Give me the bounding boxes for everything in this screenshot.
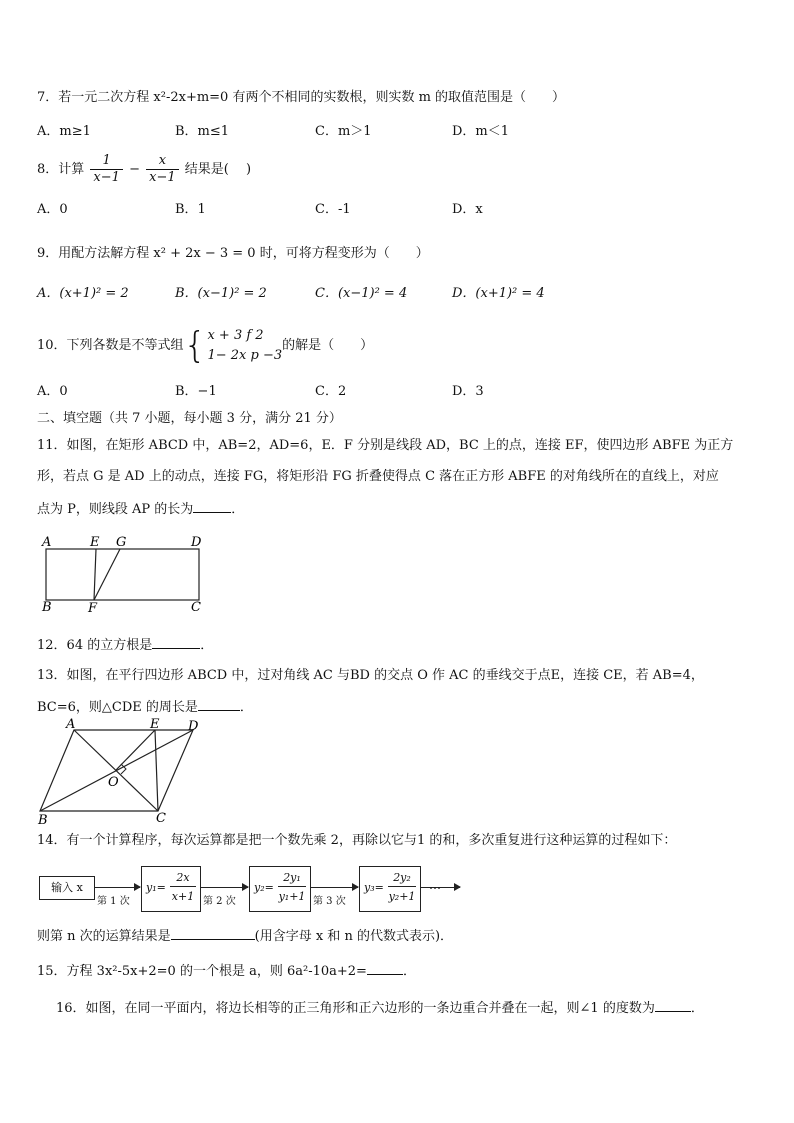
question-12: 12．64 的立方根是 ． bbox=[37, 635, 213, 655]
step-3-label: 第 3 次 bbox=[313, 896, 346, 907]
question-10-options bbox=[37, 382, 757, 402]
label-d: D bbox=[188, 719, 199, 734]
question-16: 16．如图，在同一平面内，将边长相等的正三角形和正六边形的一条边重合并叠在一起，则∠1 的度数为 ． bbox=[56, 998, 704, 1018]
inequality-system bbox=[207, 326, 282, 366]
fraction-1-denominator: x−1 bbox=[93, 170, 120, 185]
label-e: E bbox=[90, 535, 100, 550]
label-o: O bbox=[108, 775, 119, 790]
option-d: D．(x+1)² = 4 bbox=[452, 286, 545, 301]
arrow-2 bbox=[200, 887, 248, 888]
answer-blank bbox=[367, 961, 403, 975]
option-c: C．2 bbox=[315, 384, 347, 399]
minus-sign: − bbox=[129, 162, 140, 177]
fraction-2-numerator: x bbox=[146, 153, 179, 170]
option-a: A．(x+1)² = 2 bbox=[37, 286, 129, 301]
option-d: D．x bbox=[452, 202, 483, 217]
segment-fg bbox=[94, 549, 120, 600]
answer-blank bbox=[655, 998, 691, 1012]
question-11-line-1: 11．如图，在矩形 ABCD 中，AB=2，AD=6，E．F 分别是线段 AD，BC 上的点，连接 EF，使四边形 ABFE 为正方 bbox=[37, 438, 734, 453]
fraction-1 bbox=[90, 153, 123, 186]
input-box: 输入 x bbox=[39, 876, 95, 900]
question-8-prefix: 8．计算 bbox=[37, 162, 85, 177]
answer-blank bbox=[198, 697, 240, 711]
option-b: B．m≤1 bbox=[175, 124, 230, 139]
option-a: A．0 bbox=[37, 384, 68, 399]
segment-oe bbox=[116, 730, 155, 770]
diagonal-bd bbox=[40, 730, 193, 811]
label-a: A bbox=[66, 718, 76, 732]
question-14-answer: 则第 n 次的运算结果是 (用含字母 x 和 n 的代数式表示)． bbox=[37, 926, 453, 946]
y3-box: y₃= 2y₂ y₂+1 bbox=[359, 866, 421, 912]
y1-box: y₁= 2x x+1 bbox=[141, 866, 201, 912]
question-13-line-1: 13．如图，在平行四边形 ABCD 中，过对角线 AC 与BD 的交点 O 作 AC 的垂线交于点E，连接 CE，若 AB=4， bbox=[37, 668, 704, 683]
option-a: A．0 bbox=[37, 202, 68, 217]
question-11-line-2: 形，若点 G 是 AD 上的动点，连接 FG，将矩形沿 FG 折叠使得点 C 落在正方形 ABFE 的对角线所在的直线上，对应 bbox=[37, 469, 719, 484]
option-a: A．m≥1 bbox=[37, 124, 91, 139]
option-c: C．m＞1 bbox=[315, 124, 372, 139]
question-11-line-3: 点为 P，则线段 AP 的长为 ． bbox=[37, 499, 244, 519]
label-b: B bbox=[42, 600, 52, 615]
brace-symbol: { bbox=[183, 324, 207, 366]
question-7-options bbox=[37, 122, 757, 142]
label-f: F bbox=[88, 601, 98, 616]
ellipsis: … bbox=[429, 878, 441, 892]
question-14-text: 14．有一个计算程序，每次运算都是把一个数先乘 2，再除以它与1 的和，多次重复进行这种运算的过程如下： bbox=[37, 833, 677, 848]
label-g: G bbox=[116, 535, 127, 550]
rectangle-figure bbox=[36, 534, 216, 618]
question-9-text: 9．用配方法解方程 x² + 2x − 3 = 0 时，可将方程变形为（ ） bbox=[37, 246, 429, 261]
answer-blank bbox=[193, 499, 231, 513]
label-c: C bbox=[191, 600, 201, 615]
option-b: B．(x−1)² = 2 bbox=[175, 286, 267, 301]
option-b: B．−1 bbox=[175, 384, 217, 399]
option-c: C．-1 bbox=[315, 202, 351, 217]
question-7-text: 7．若一元二次方程 x²-2x+m=0 有两个不相同的实数根，则实数 m 的取值范围是（ ） bbox=[37, 90, 566, 105]
segment-ef bbox=[94, 549, 96, 600]
option-d: D．m＜1 bbox=[452, 124, 510, 139]
question-15: 15．方程 3x²-5x+2=0 的一个根是 a，则 6a²-10a+2= ． bbox=[37, 961, 416, 981]
label-a: A bbox=[42, 535, 52, 550]
question-9-options bbox=[37, 284, 757, 304]
fraction-2-denominator: x−1 bbox=[149, 170, 176, 185]
inequality-row-1: x + 3 f 2 bbox=[207, 327, 264, 343]
y2-box: y₂= 2y₁ y₁+1 bbox=[249, 866, 311, 912]
question-8 bbox=[37, 150, 251, 190]
option-b: B．1 bbox=[175, 202, 206, 217]
question-10-suffix: 的解是（ ） bbox=[282, 338, 374, 353]
option-c: C．(x−1)² = 4 bbox=[315, 286, 408, 301]
question-10-prefix: 10．下列各数是不等式组 bbox=[37, 338, 184, 353]
question-8-options bbox=[37, 200, 757, 220]
fraction-2 bbox=[146, 153, 179, 186]
rectangle-abcd bbox=[46, 549, 199, 600]
arrow-3 bbox=[310, 887, 358, 888]
step-1-label: 第 1 次 bbox=[97, 896, 130, 907]
question-10 bbox=[37, 322, 373, 370]
label-c: C bbox=[156, 811, 166, 826]
section-heading: 二、填空题（共 7 小题，每小题 3 分，满分 21 分） bbox=[37, 411, 342, 426]
answer-blank bbox=[171, 926, 255, 940]
inequality-row-2: 1− 2x p −3 bbox=[207, 347, 283, 363]
segment-ce bbox=[155, 730, 158, 811]
arrow-1 bbox=[94, 887, 140, 888]
question-8-suffix: 结果是( ) bbox=[184, 162, 252, 177]
fraction-1-numerator: 1 bbox=[90, 153, 123, 170]
label-d: D bbox=[191, 535, 202, 550]
step-2-label: 第 2 次 bbox=[203, 896, 236, 907]
option-d: D．3 bbox=[452, 384, 484, 399]
label-b: B bbox=[38, 813, 48, 826]
computation-flowchart bbox=[37, 866, 477, 914]
parallelogram-figure bbox=[36, 718, 206, 826]
question-13-line-2: BC=6，则△CDE 的周长是 ． bbox=[37, 697, 253, 717]
label-e: E bbox=[150, 718, 160, 732]
answer-blank bbox=[152, 635, 200, 649]
